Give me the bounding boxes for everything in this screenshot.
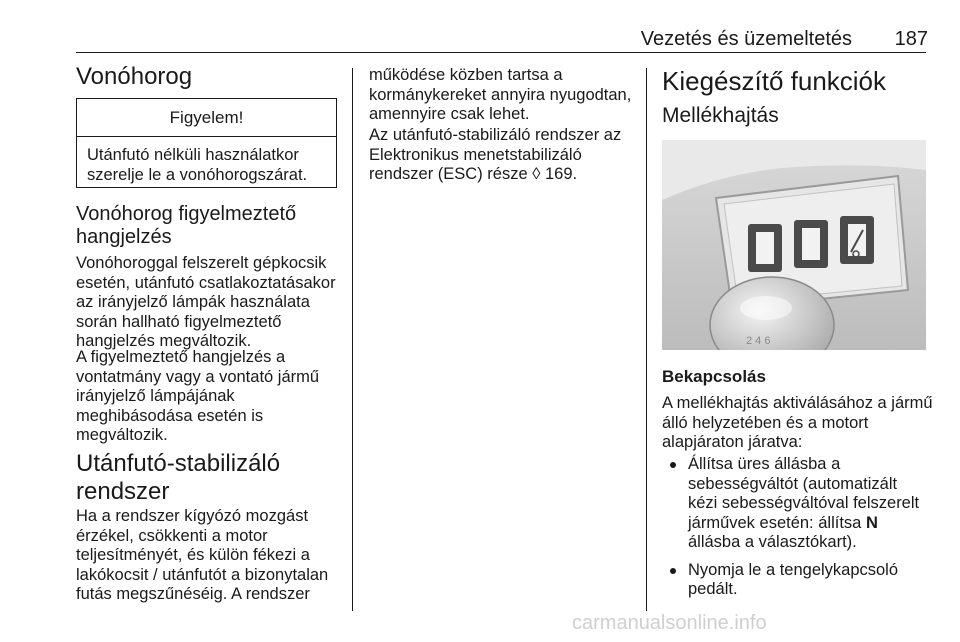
text-line: lakókocsit / utánfutót a bizonytalan: [76, 565, 329, 584]
text-line: Ha a rendszer kígyózó mozgást: [76, 507, 309, 525]
warning-box: [76, 98, 337, 188]
text-line: meghibásodása esetén is: [76, 406, 264, 425]
warning-line: szerelje le a vonóhorogszárat.: [87, 165, 308, 184]
subheading-line: hangjelzés: [76, 226, 172, 248]
text-line: Vonóhoroggal felszerelt gépkocsik: [76, 254, 327, 272]
subheading-pto: Mellékhajtás: [662, 104, 779, 127]
activation-steps: [664, 455, 919, 608]
text-line: során hallható figyelmeztető: [76, 312, 282, 331]
column-divider-left: [352, 68, 353, 611]
text-line: [688, 514, 919, 534]
text-line: állásba a választókart).: [688, 533, 857, 551]
text-line: pedált.: [688, 580, 738, 598]
paragraph-esc-reference: [369, 126, 621, 185]
text-line: kormánykereket annyira nyugodtan,: [369, 85, 632, 104]
text-line: megváltozik.: [76, 426, 168, 444]
warning-line: Utánfutó nélküli használatkor: [87, 146, 299, 164]
text-line: irányjelző lámpájának: [76, 387, 235, 405]
heading-line: rendszer: [76, 478, 170, 505]
text-line: [369, 165, 621, 185]
heading-line: Utánfutó-stabilizáló: [76, 450, 281, 477]
text-line: futás megszűnéséig. A rendszer: [76, 585, 310, 603]
text-line: hangjelzés megváltozik.: [76, 332, 252, 350]
text-fragment: rendszer (ESC) része: [369, 165, 528, 183]
section-heading-trailer-stability: [76, 450, 280, 506]
section-heading-towbar: Vonóhorog: [76, 63, 193, 90]
text-line: Állítsa üres állásba a: [688, 455, 841, 473]
paragraph-signal-fault: [76, 348, 319, 446]
subheading-towbar-signal: [76, 203, 296, 249]
page-number: 187: [894, 28, 928, 50]
bullet-icon: [670, 568, 676, 574]
paragraph-steering-continued: [369, 66, 631, 125]
text-line: A figyelmeztető hangjelzés a: [76, 348, 286, 366]
text-line: működése közben tartsa a: [369, 66, 563, 84]
text-line: érzékel, csökkenti a motor: [76, 526, 268, 545]
text-line: sebességváltót (automatizált: [688, 474, 898, 493]
text-line: teljesítményét, és külön fékezi a: [76, 546, 310, 564]
subheading-activation: Bekapcsolás: [662, 367, 766, 386]
running-header-title: Vezetés és üzemeltetés: [640, 28, 852, 50]
pto-switch-figure: [662, 140, 926, 350]
subheading-line: Vonóhorog figyelmeztető: [76, 203, 297, 225]
warning-title: Figyelem!: [77, 99, 336, 137]
page-reference-link[interactable]: 169.: [544, 165, 578, 183]
site-watermark: carmanualsonline.info: [572, 612, 767, 634]
list-item: [664, 455, 919, 553]
paragraph-trailer-stability: [76, 507, 328, 605]
text-line: az irányjelző lámpák használata: [76, 293, 310, 311]
neutral-position-key: N: [865, 513, 878, 532]
header-rule: [76, 52, 926, 53]
text-fragment: járművek esetén: állítsa: [688, 513, 862, 532]
text-line: kézi sebességváltóval felszerelt: [688, 494, 920, 512]
text-line: vontatmány vagy a vontató jármű: [76, 367, 320, 386]
gear-shift-numbers: 2 4 6: [746, 335, 771, 347]
text-line: amennyire csak lehet.: [369, 105, 530, 123]
switch-left: [748, 224, 782, 272]
paragraph-activation: [662, 394, 933, 453]
text-line: Az utánfutó-stabilizáló rendszer az: [369, 126, 622, 144]
list-item: [664, 561, 919, 600]
text-line: alapjáraton járatva:: [662, 433, 803, 451]
text-line: esetén, utánfutó csatlakoztatásakor: [76, 273, 336, 292]
switch-middle: [794, 220, 828, 268]
page-reference-icon: ◊: [532, 165, 541, 183]
text-line: A mellékhajtás aktiválásához a jármű: [662, 394, 933, 412]
text-line: Elektronikus menetstabilizáló: [369, 145, 582, 164]
text-line: Nyomja le a tengelykapcsoló: [688, 560, 899, 579]
text-line: álló helyzetében és a motort: [662, 413, 869, 432]
paragraph-towbar-signal: [76, 254, 336, 352]
column-divider-right: [646, 68, 647, 611]
section-heading-extra-functions: Kiegészítő funkciók: [662, 66, 887, 96]
warning-body: [77, 137, 336, 185]
bullet-icon: [670, 462, 676, 468]
switch-right-pto: [840, 216, 874, 264]
pto-switch-illustration: [662, 140, 926, 350]
